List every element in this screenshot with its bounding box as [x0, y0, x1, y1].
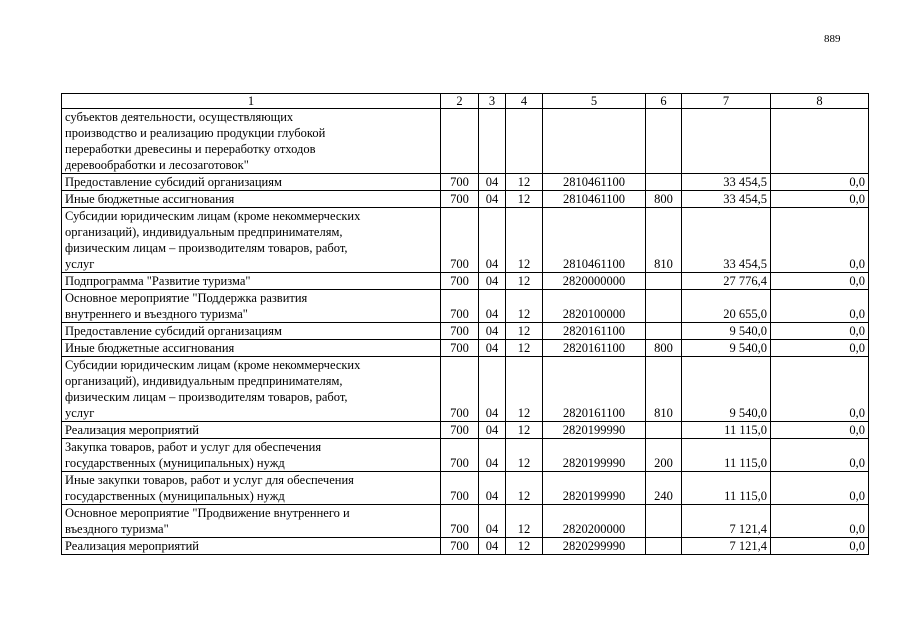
target-article-cell — [543, 109, 646, 174]
table-row — [62, 208, 869, 273]
subsection2-code-cell: 12 — [506, 174, 543, 191]
target-article-cell: 2810461100 — [543, 191, 646, 208]
row-name-cell — [62, 439, 441, 472]
target-article-cell: 2820161100 — [543, 340, 646, 357]
target-article-cell: 2820199990 — [543, 422, 646, 439]
row-name-line: государственных (муниципальных) нужд — [65, 489, 285, 503]
row-name-cell — [62, 340, 441, 357]
subsection2-code-cell: 12 — [506, 422, 543, 439]
row-name-line: физическим лицам – производителям товаров, работ, — [65, 390, 348, 404]
row-name-cell — [62, 273, 441, 290]
subsection2-code-cell: 12 — [506, 290, 543, 323]
column-header: 4 — [506, 94, 543, 109]
expense-type-cell — [646, 538, 682, 555]
amount-cell: 9 540,0 — [682, 340, 771, 357]
column-header: 5 — [543, 94, 646, 109]
row-name-line: Реализация мероприятий — [65, 423, 199, 437]
row-name-line: внутреннего и въездного туризма" — [65, 307, 248, 321]
section-code-cell: 700 — [441, 357, 479, 422]
subsection2-code-cell: 12 — [506, 208, 543, 273]
target-article-cell: 2820199990 — [543, 472, 646, 505]
subsection2-code-cell: 12 — [506, 439, 543, 472]
section-code-cell: 700 — [441, 273, 479, 290]
expense-type-cell — [646, 422, 682, 439]
subsection-code-cell: 04 — [479, 357, 506, 422]
subsection-code-cell: 04 — [479, 191, 506, 208]
amount2-cell: 0,0 — [771, 357, 869, 422]
section-code-cell: 700 — [441, 290, 479, 323]
row-name-cell — [62, 174, 441, 191]
subsection-code-cell: 04 — [479, 290, 506, 323]
expense-type-cell: 810 — [646, 357, 682, 422]
amount-cell: 33 454,5 — [682, 174, 771, 191]
row-name-line: Иные бюджетные ассигнования — [65, 341, 235, 355]
row-name-cell — [62, 538, 441, 555]
row-name-line: Иные бюджетные ассигнования — [65, 192, 235, 206]
section-code-cell: 700 — [441, 472, 479, 505]
amount-cell: 33 454,5 — [682, 191, 771, 208]
subsection-code-cell: 04 — [479, 174, 506, 191]
subsection-code-cell: 04 — [479, 505, 506, 538]
table-row — [62, 439, 869, 472]
row-name-cell — [62, 472, 441, 505]
amount2-cell — [771, 109, 869, 174]
subsection2-code-cell: 12 — [506, 340, 543, 357]
amount-cell: 11 115,0 — [682, 472, 771, 505]
section-code-cell: 700 — [441, 422, 479, 439]
subsection2-code-cell: 12 — [506, 505, 543, 538]
amount2-cell: 0,0 — [771, 273, 869, 290]
amount-cell: 11 115,0 — [682, 422, 771, 439]
table-row — [62, 505, 869, 538]
row-name-line: Основное мероприятие "Поддержка развития — [65, 291, 308, 305]
row-name-line: Основное мероприятие "Продвижение внутреннего и — [65, 506, 350, 520]
table-row — [62, 290, 869, 323]
subsection2-code-cell: 12 — [506, 357, 543, 422]
amount2-cell: 0,0 — [771, 505, 869, 538]
subsection2-code-cell: 12 — [506, 191, 543, 208]
subsection-code-cell: 04 — [479, 323, 506, 340]
expense-type-cell: 800 — [646, 191, 682, 208]
subsection-code-cell: 04 — [479, 422, 506, 439]
subsection2-code-cell — [506, 109, 543, 174]
row-name-line: Подпрограмма "Развитие туризма" — [65, 274, 251, 288]
amount2-cell: 0,0 — [771, 439, 869, 472]
row-name-line: субъектов деятельности, осуществляющих — [65, 110, 294, 124]
subsection2-code-cell: 12 — [506, 538, 543, 555]
table-row — [62, 340, 869, 357]
row-name-line: организаций), индивидуальным предпринимателям, — [65, 225, 343, 239]
section-code-cell: 700 — [441, 191, 479, 208]
subsection2-code-cell: 12 — [506, 323, 543, 340]
expense-type-cell — [646, 273, 682, 290]
row-name-line: организаций), индивидуальным предпринимателям, — [65, 374, 343, 388]
subsection2-code-cell: 12 — [506, 472, 543, 505]
row-name-line: физическим лицам – производителям товаров, работ, — [65, 241, 348, 255]
row-name-line: Предоставление субсидий организациям — [65, 324, 282, 338]
target-article-cell: 2820161100 — [543, 357, 646, 422]
amount2-cell: 0,0 — [771, 340, 869, 357]
row-name-line: Закупка товаров, работ и услуг для обеспечения — [65, 440, 322, 454]
subsection2-code-cell: 12 — [506, 273, 543, 290]
row-name-line: Субсидии юридическим лицам (кроме некоммерческих — [65, 358, 361, 372]
expense-type-cell: 810 — [646, 208, 682, 273]
section-code-cell: 700 — [441, 439, 479, 472]
amount-cell: 7 121,4 — [682, 505, 771, 538]
amount-cell: 9 540,0 — [682, 323, 771, 340]
page-number: 889 — [824, 33, 841, 45]
target-article-cell: 2820200000 — [543, 505, 646, 538]
row-name-line: производство и реализацию продукции глубокой — [65, 126, 326, 140]
expense-type-cell — [646, 505, 682, 538]
section-code-cell: 700 — [441, 174, 479, 191]
expense-type-cell: 240 — [646, 472, 682, 505]
row-name-line: услуг — [65, 257, 95, 271]
amount2-cell: 0,0 — [771, 208, 869, 273]
section-code-cell — [441, 109, 479, 174]
column-header: 8 — [771, 94, 869, 109]
table-header-row — [62, 94, 869, 109]
target-article-cell: 2820100000 — [543, 290, 646, 323]
section-code-cell: 700 — [441, 538, 479, 555]
amount2-cell: 0,0 — [771, 422, 869, 439]
table-row — [62, 357, 869, 422]
section-code-cell: 700 — [441, 323, 479, 340]
column-header: 6 — [646, 94, 682, 109]
expense-type-cell — [646, 290, 682, 323]
row-name-line: Иные закупки товаров, работ и услуг для обеспечения — [65, 473, 354, 487]
amount2-cell: 0,0 — [771, 174, 869, 191]
amount2-cell: 0,0 — [771, 191, 869, 208]
target-article-cell: 2820000000 — [543, 273, 646, 290]
row-name-line: услуг — [65, 406, 95, 420]
amount-cell: 33 454,5 — [682, 208, 771, 273]
column-header: 1 — [62, 94, 441, 109]
row-name-line: въездного туризма" — [65, 522, 169, 536]
row-name-cell — [62, 191, 441, 208]
target-article-cell: 2820199990 — [543, 439, 646, 472]
expense-type-cell: 200 — [646, 439, 682, 472]
table-row — [62, 174, 869, 191]
section-code-cell: 700 — [441, 208, 479, 273]
subsection-code-cell: 04 — [479, 472, 506, 505]
row-name-cell — [62, 323, 441, 340]
row-name-line: переработки древесины и переработку отходов — [65, 142, 316, 156]
table-row — [62, 273, 869, 290]
column-header: 2 — [441, 94, 479, 109]
target-article-cell: 2820299990 — [543, 538, 646, 555]
row-name-line: Реализация мероприятий — [65, 539, 199, 553]
row-name-line: Субсидии юридическим лицам (кроме некоммерческих — [65, 209, 361, 223]
amount2-cell: 0,0 — [771, 472, 869, 505]
target-article-cell: 2820161100 — [543, 323, 646, 340]
expense-type-cell — [646, 109, 682, 174]
table-row — [62, 109, 869, 174]
subsection-code-cell: 04 — [479, 439, 506, 472]
amount-cell: 11 115,0 — [682, 439, 771, 472]
amount-cell: 9 540,0 — [682, 357, 771, 422]
column-header: 3 — [479, 94, 506, 109]
subsection-code-cell — [479, 109, 506, 174]
row-name-line: государственных (муниципальных) нужд — [65, 456, 285, 470]
section-code-cell: 700 — [441, 340, 479, 357]
row-name-cell — [62, 422, 441, 439]
row-name-cell — [62, 109, 441, 174]
section-code-cell: 700 — [441, 505, 479, 538]
subsection-code-cell: 04 — [479, 208, 506, 273]
subsection-code-cell: 04 — [479, 340, 506, 357]
expense-type-cell: 800 — [646, 340, 682, 357]
amount-cell — [682, 109, 771, 174]
row-name-cell — [62, 208, 441, 273]
row-name-cell — [62, 357, 441, 422]
amount2-cell: 0,0 — [771, 323, 869, 340]
row-name-cell — [62, 505, 441, 538]
table-row — [62, 538, 869, 555]
target-article-cell: 2810461100 — [543, 174, 646, 191]
table-row — [62, 472, 869, 505]
amount-cell: 20 655,0 — [682, 290, 771, 323]
subsection-code-cell: 04 — [479, 273, 506, 290]
expense-type-cell — [646, 323, 682, 340]
table-row — [62, 422, 869, 439]
row-name-line: Предоставление субсидий организациям — [65, 175, 282, 189]
table-row — [62, 191, 869, 208]
table-row — [62, 323, 869, 340]
budget-table — [61, 93, 869, 555]
column-header: 7 — [682, 94, 771, 109]
target-article-cell: 2810461100 — [543, 208, 646, 273]
amount2-cell: 0,0 — [771, 290, 869, 323]
row-name-line: деревообработки и лесозаготовок" — [65, 158, 249, 172]
row-name-cell — [62, 290, 441, 323]
subsection-code-cell: 04 — [479, 538, 506, 555]
amount-cell: 27 776,4 — [682, 273, 771, 290]
amount2-cell: 0,0 — [771, 538, 869, 555]
amount-cell: 7 121,4 — [682, 538, 771, 555]
expense-type-cell — [646, 174, 682, 191]
